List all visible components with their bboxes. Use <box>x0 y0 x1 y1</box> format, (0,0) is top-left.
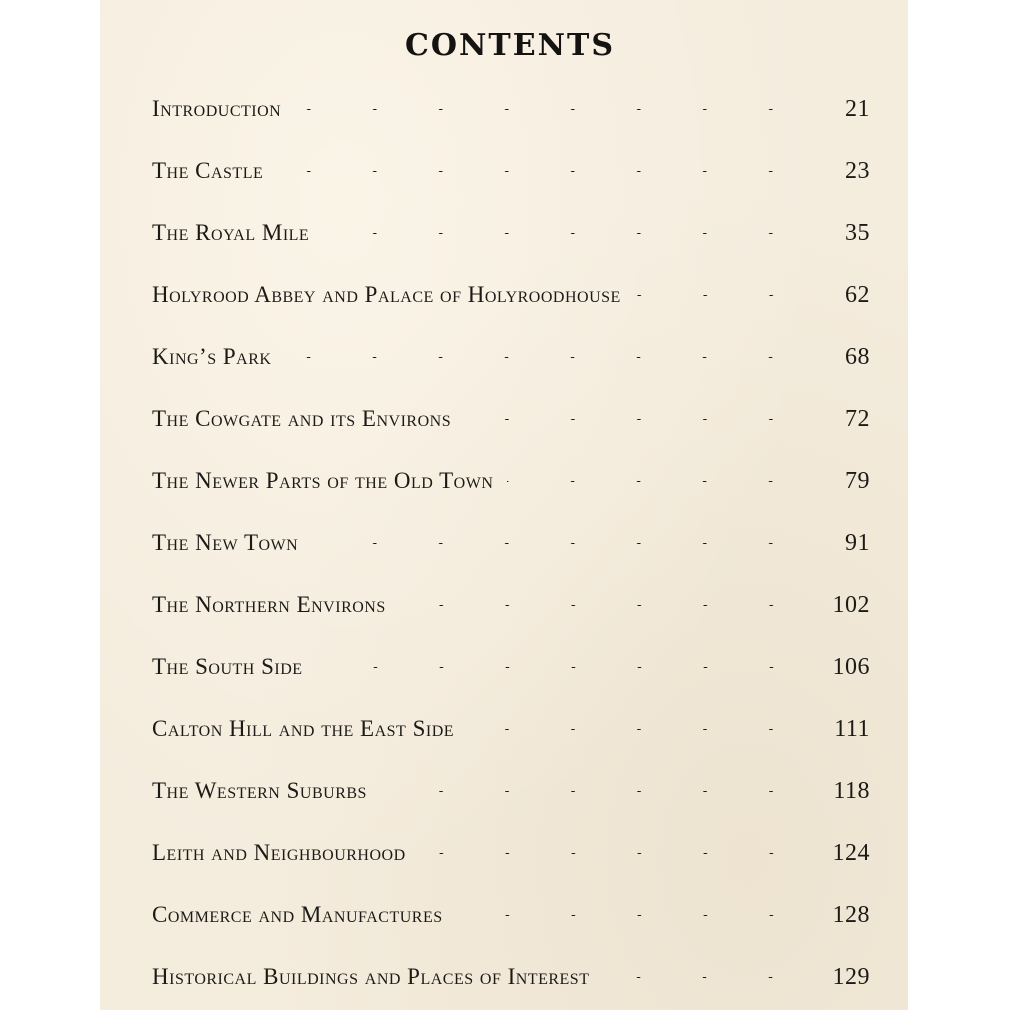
dot-leader <box>317 667 804 668</box>
book-page <box>100 0 908 1010</box>
toc-entry-title: The Castle <box>152 158 264 183</box>
toc-entry-title: The New Town <box>152 530 299 555</box>
toc-entry-page-number: 129 <box>832 964 870 990</box>
toc-entry <box>152 468 870 530</box>
toc-entry <box>152 778 870 840</box>
dot-leader <box>295 109 804 110</box>
toc-entry-title: The Northern Environs <box>152 592 386 617</box>
toc-entry-title: Leith and Neighbourhood <box>152 840 406 865</box>
toc-entry-page-number: 62 <box>845 282 870 308</box>
toc-entry-title: Historical Buildings and Places of Interest <box>152 964 590 989</box>
dot-leader <box>457 915 804 916</box>
toc-entry-page-number: 118 <box>833 778 870 804</box>
table-of-contents <box>152 96 870 1026</box>
toc-entry-title: The Western Suburbs <box>152 778 367 803</box>
toc-entry-title: King’s Park <box>152 344 272 369</box>
toc-entry-page-number: 35 <box>845 220 870 246</box>
toc-entry-title: The South Side <box>152 654 303 679</box>
dot-leader <box>603 977 804 978</box>
toc-entry-title: Introduction <box>152 96 282 121</box>
dot-leader <box>277 171 804 172</box>
toc-entry-title: Commerce and Manufactures <box>152 902 443 927</box>
toc-entry <box>152 282 870 344</box>
toc-entry-title: The Royal Mile <box>152 220 310 245</box>
toc-entry-page-number: 68 <box>845 344 870 370</box>
toc-entry-title: Calton Hill and the East Side <box>152 716 455 741</box>
toc-entry-page-number: 23 <box>845 158 870 184</box>
toc-entry-title: The Newer Parts of the Old Town <box>152 468 494 493</box>
toc-entry-page-number: 21 <box>845 96 870 122</box>
dot-leader <box>312 543 804 544</box>
toc-entry-page-number: 79 <box>845 468 870 494</box>
toc-entry-page-number: 102 <box>832 592 870 618</box>
toc-entry-page-number: 128 <box>832 902 870 928</box>
toc-entry <box>152 902 870 964</box>
toc-entry <box>152 158 870 220</box>
toc-entry-title: The Cowgate and its Environs <box>152 406 452 431</box>
toc-entry <box>152 964 870 1026</box>
dot-leader <box>507 481 804 482</box>
toc-entry <box>152 654 870 716</box>
dot-leader <box>635 295 804 296</box>
dot-leader <box>323 233 804 234</box>
dot-leader <box>420 853 804 854</box>
toc-entry <box>152 716 870 778</box>
toc-entry <box>152 840 870 902</box>
toc-entry <box>152 344 870 406</box>
toc-entry <box>152 406 870 468</box>
dot-leader <box>465 419 804 420</box>
toc-entry <box>152 220 870 282</box>
dot-leader <box>381 791 804 792</box>
toc-entry-title: Holyrood Abbey and Palace of Holyroodhouse <box>152 282 621 307</box>
toc-entry <box>152 592 870 654</box>
toc-entry-page-number: 111 <box>834 716 870 742</box>
toc-entry-page-number: 106 <box>832 654 870 680</box>
toc-entry-page-number: 124 <box>832 840 870 866</box>
dot-leader <box>468 729 804 730</box>
dot-leader <box>400 605 804 606</box>
dot-leader <box>285 357 804 358</box>
toc-entry-page-number: 91 <box>845 530 870 556</box>
toc-entry <box>152 96 870 158</box>
toc-entry <box>152 530 870 592</box>
toc-entry-page-number: 72 <box>845 406 870 432</box>
page-title: CONTENTS <box>404 28 616 63</box>
